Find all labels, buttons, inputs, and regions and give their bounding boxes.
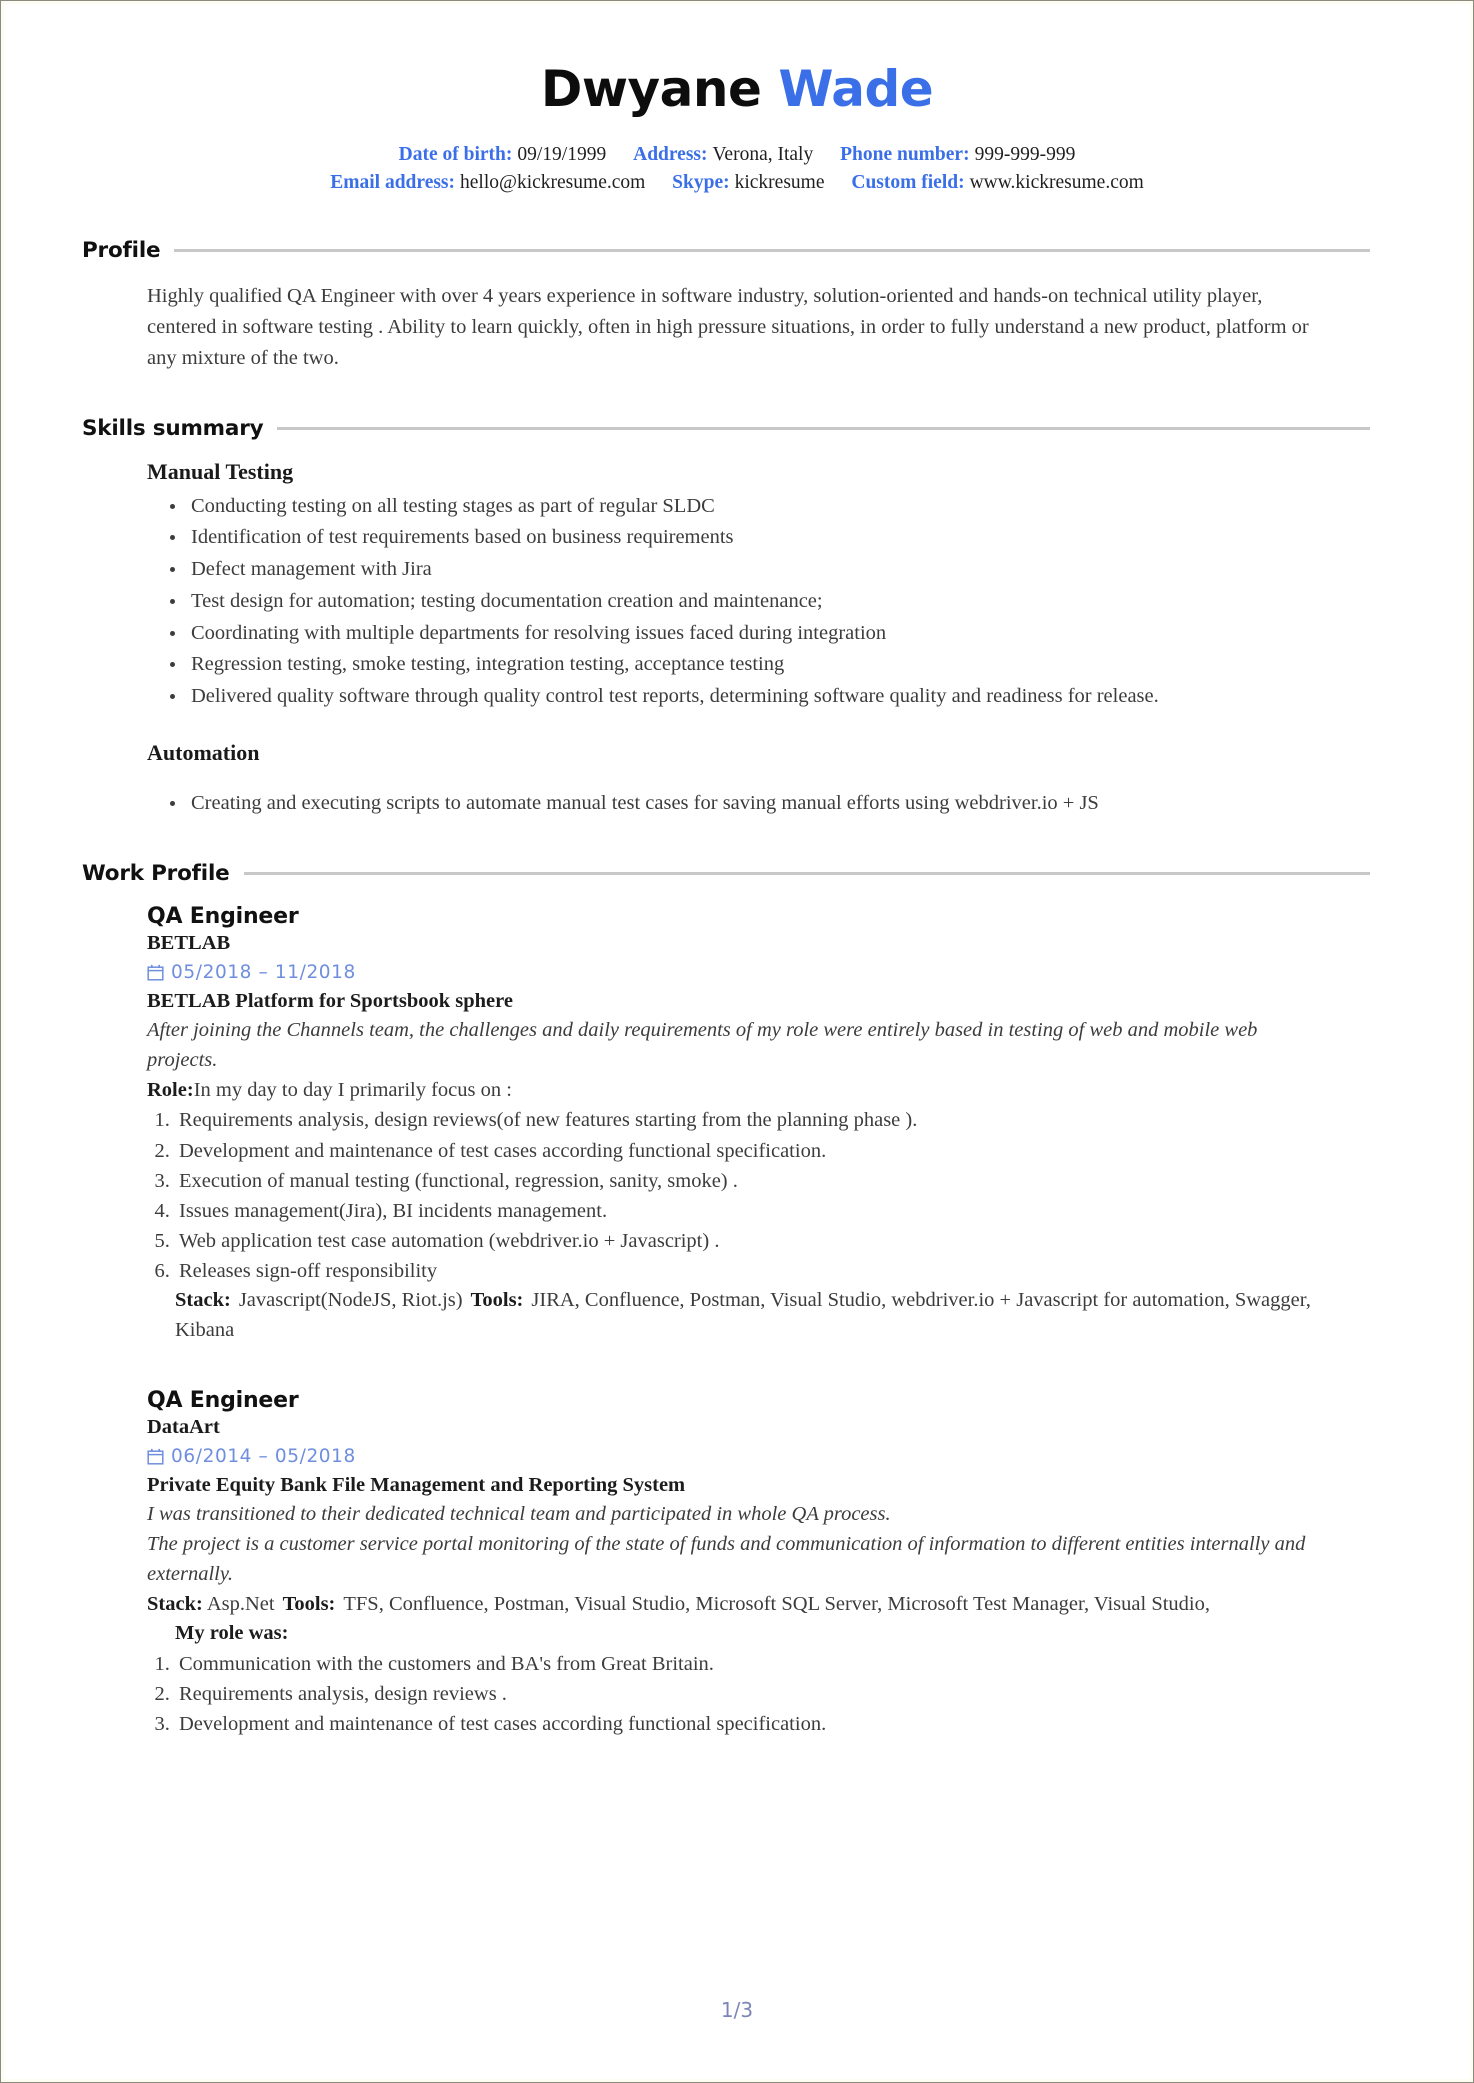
section-divider — [244, 872, 1370, 875]
section-title: Skills summary — [82, 415, 264, 441]
job-project-name: BETLAB Platform for Sportsbook sphere — [147, 990, 513, 1013]
section-body-work — [82, 904, 1392, 1740]
list-item: 2. Requirements analysis, design reviews . — [175, 1679, 1332, 1709]
contact-label: Date of birth: — [398, 144, 513, 165]
section-body-skills — [82, 459, 1392, 819]
section-work-profile — [82, 861, 1392, 1740]
section-divider — [174, 249, 1370, 252]
stack-label: Stack: — [147, 1592, 203, 1615]
job-responsibility-list — [147, 1649, 1332, 1739]
job-role-text: In my day to day I primarily focus on : — [193, 1078, 512, 1101]
job-responsibility-list — [147, 1105, 1332, 1286]
section-title: Profile — [82, 238, 161, 264]
tools-label: Tools: — [282, 1592, 336, 1615]
contact-label: Email address: — [330, 171, 456, 193]
page-title — [82, 4, 1392, 117]
list-item: 4. Issues management(Jira), BI incidents management. — [175, 1196, 1332, 1226]
job-company: BETLAB — [147, 931, 231, 954]
contact-label: Address: — [633, 144, 708, 165]
calendar-icon — [147, 964, 164, 981]
page-content — [1, 1, 1473, 2082]
list-item: 1. Communication with the customers and BA's from Great Britain. — [175, 1649, 1332, 1679]
skill-group-manual-testing — [147, 459, 1332, 712]
contact-label: Custom field: — [851, 171, 965, 193]
contact-label: Phone number: — [840, 144, 970, 165]
list-item: 5. Web application test case automation (webdriver.io + Javascript) . — [175, 1226, 1332, 1256]
stack-value: Javascript(NodeJS, Riot.js) — [238, 1289, 463, 1312]
contact-details — [82, 141, 1392, 196]
contact-value: 09/19/1999 — [517, 144, 607, 165]
list-item: • Test design for automation; testing documentation creation and maintenance; — [187, 586, 1332, 617]
list-item: 3. Development and maintenance of test cases according functional specification. — [175, 1709, 1332, 1739]
job-date-range — [147, 962, 1332, 983]
tools-value: TFS, Confluence, Postman, Visual Studio, Microsoft SQL Server, Microsoft Test Manager, Visual Studio, — [343, 1592, 1210, 1615]
skill-group-heading: Automation — [147, 739, 260, 765]
job-description-secondary: The project is a customer service portal monitoring of the state of funds and communication of information to different entities internally and externally. — [147, 1533, 1306, 1585]
section-body-profile — [82, 281, 1392, 373]
profile-summary-text: Highly qualified QA Engineer with over 4 years experience in software industry, solution-oriented and hands-on technical utility player, centered in software testing . Ability to learn quickly, often in high pressure situations, in order to fully understand a new product, platform or any mixture of the two. — [147, 285, 1309, 369]
job-date-text: 06/2014 – 05/2018 — [171, 1446, 356, 1468]
contact-phone-number — [840, 144, 1075, 165]
job-description: After joining the Channels team, the challenges and daily requirements of my role were entirely based in testing of web and mobile web projects. — [147, 1019, 1258, 1072]
list-item: • Identification of test requirements based on business requirements — [187, 522, 1332, 553]
work-entry-betlab — [147, 904, 1332, 1346]
contact-email-address — [330, 172, 650, 193]
calendar-icon — [147, 1448, 164, 1465]
job-title: QA Engineer — [147, 1387, 299, 1413]
contact-label: Skype: — [672, 171, 730, 193]
contact-value: 999-999-999 — [974, 144, 1076, 165]
stack-label: Stack: — [175, 1289, 231, 1312]
section-title: Work Profile — [82, 860, 230, 886]
list-item: • Defect management with Jira — [187, 554, 1332, 585]
skill-group-automation — [147, 740, 1332, 819]
list-item: 6. Releases sign-off responsibility — [175, 1256, 1332, 1286]
contact-row-2 — [82, 169, 1392, 197]
automation-list — [147, 788, 1332, 819]
job-stack-tools-line — [147, 1590, 1332, 1620]
list-item: • Delivered quality software through quality control test reports, determining software quality and readiness for release. — [187, 681, 1332, 712]
contact-value: kickresume — [734, 171, 825, 193]
section-skills-summary — [82, 416, 1392, 819]
job-role-label: Role: — [147, 1078, 194, 1101]
job-role-line — [147, 1076, 1332, 1106]
section-divider — [277, 427, 1370, 430]
list-item: 3. Execution of manual testing (functional, regression, sanity, smoke) . — [175, 1166, 1332, 1196]
stack-value: Asp.Net — [206, 1592, 275, 1615]
list-item: • Creating and executing scripts to automate manual test cases for saving manual efforts using webdriver.io + JS — [187, 788, 1332, 819]
contact-value: Verona, Italy — [712, 144, 814, 165]
section-header-skills — [82, 416, 1392, 441]
job-stack-tools-line — [147, 1286, 1332, 1345]
contact-value: hello@kickresume.com — [460, 171, 646, 193]
contact-custom-field — [851, 172, 1143, 193]
contact-address — [633, 144, 818, 165]
job-role-was-label: My role was: — [175, 1622, 289, 1645]
job-date-text: 05/2018 – 11/2018 — [171, 962, 356, 984]
list-item: 1. Requirements analysis, design reviews(of new features starting from the planning phase ). — [175, 1105, 1332, 1135]
contact-value: www.kickresume.com — [969, 171, 1144, 193]
list-item: 2. Development and maintenance of test cases according functional specification. — [175, 1136, 1332, 1166]
page-number-footer: 1/3 — [720, 1998, 754, 2022]
section-header-work — [82, 861, 1392, 886]
contact-date-of-birth — [399, 144, 611, 165]
section-profile — [82, 238, 1392, 373]
tools-label: Tools: — [470, 1289, 524, 1312]
list-item: • Conducting testing on all testing stages as part of regular SLDC — [187, 491, 1332, 522]
job-project-name: Private Equity Bank File Management and Reporting System — [147, 1474, 686, 1497]
job-company: DataArt — [147, 1415, 220, 1438]
contact-skype — [672, 172, 829, 193]
list-item: • Coordinating with multiple departments for resolving issues faced during integration — [187, 618, 1332, 649]
contact-row-1 — [82, 141, 1392, 169]
job-date-range — [147, 1446, 1332, 1467]
skill-group-heading: Manual Testing — [147, 458, 294, 484]
manual-testing-list — [147, 491, 1332, 712]
section-header-profile — [82, 238, 1392, 263]
last-name: Wade — [778, 60, 934, 118]
work-entry-dataart — [147, 1388, 1332, 1740]
tools-value: JIRA, Confluence, Postman, Visual Studio, webdriver.io + Javascript for automation, Swagger, Kibana — [175, 1289, 1311, 1341]
list-item: • Regression testing, smoke testing, integration testing, acceptance testing — [187, 649, 1332, 680]
job-title: QA Engineer — [147, 903, 299, 929]
first-name: Dwyane — [540, 60, 762, 118]
job-description: I was transitioned to their dedicated technical team and participated in whole QA process. — [147, 1503, 891, 1526]
